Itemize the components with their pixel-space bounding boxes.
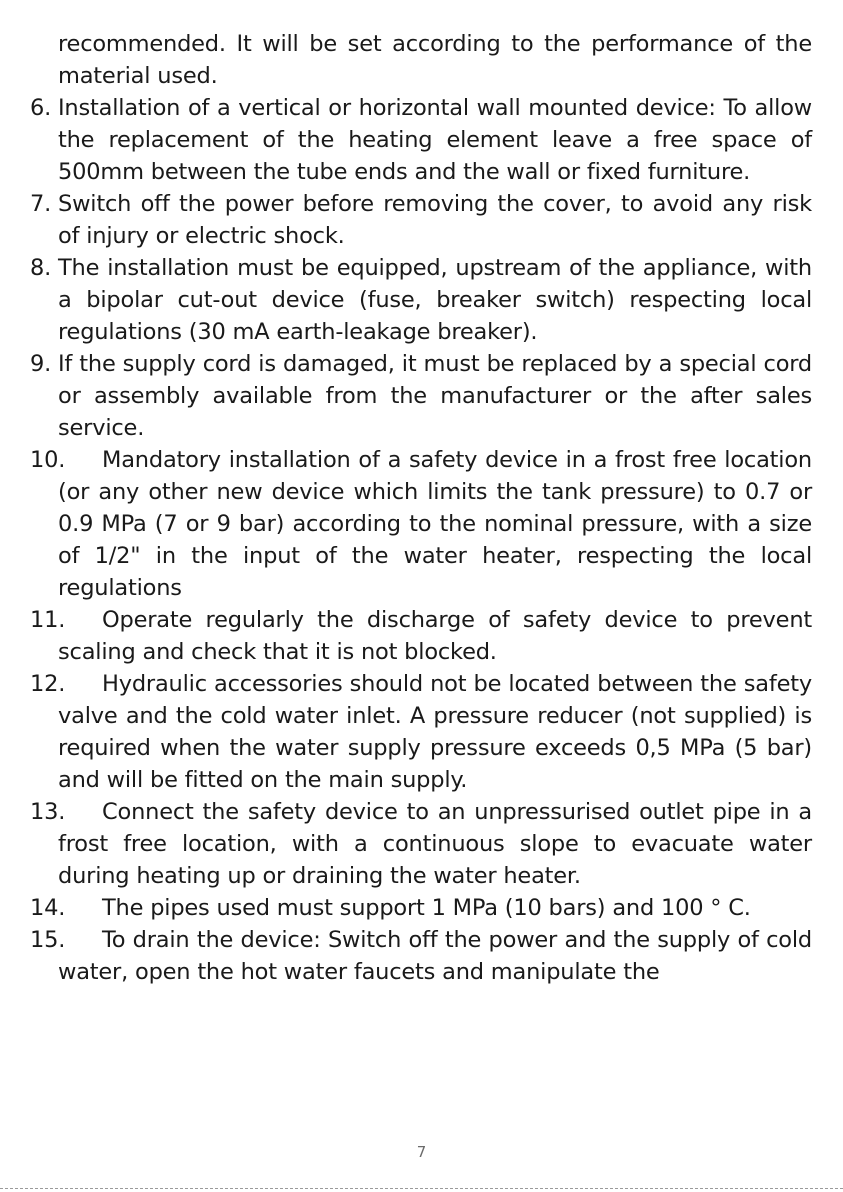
item-text: The pipes used must support 1 MPa (10 bars) and 100 ° C. — [102, 895, 751, 921]
item-text: To drain the device: Switch off the power and the supply of cold water, open the hot water faucets and manipulate the — [58, 927, 812, 985]
item-text: Installation of a vertical or horizontal wall mounted device: To allow the replacement of the heating element leave a free space of 500mm between the tube ends and the wall or fixed furniture. — [58, 95, 812, 185]
item-text: Connect the safety device to an unpressurised outlet pipe in a frost free location, with a continuous slope to evacuate water during heating up or draining the water heater. — [58, 799, 812, 889]
continuation-text: recommended. It will be set according to the performance of the material used. — [58, 31, 812, 89]
item-number: 12. — [30, 671, 66, 697]
item-number: 14. — [30, 895, 66, 921]
item-number: 10. — [30, 447, 66, 473]
page-number: 7 — [416, 1143, 427, 1161]
item-text: Operate regularly the discharge of safety device to prevent scaling and check that it is not blocked. — [58, 607, 812, 665]
list-item-13 — [30, 796, 812, 892]
list-item-15 — [30, 924, 812, 988]
item-text: Mandatory installation of a safety device in a frost free location (or any other new device which limits the tank pressure) to 0.7 or 0.9 MPa (7 or 9 bar) according to the nominal pressure, with a size of 1/2" in the input of the water heater, respecting the local regulations — [58, 447, 812, 601]
list-item-14 — [30, 892, 812, 924]
list-item-11 — [30, 604, 812, 668]
list-item-9 — [30, 348, 812, 444]
item-number: 6. — [30, 95, 52, 121]
item-number: 15. — [30, 927, 66, 953]
item-text: Hydraulic accessories should not be located between the safety valve and the cold water inlet. A pressure reducer (not supplied) is required when the water supply pressure exceeds 0,5 MPa (5 bar) and will be fitted on the main supply. — [58, 671, 812, 793]
item-number: 9. — [30, 351, 52, 377]
item-text: If the supply cord is damaged, it must be replaced by a special cord or assembly available from the manufacturer or the after sales service. — [58, 351, 812, 441]
list-item-10 — [30, 444, 812, 604]
item-text: The installation must be equipped, upstream of the appliance, with a bipolar cut-out device (fuse, breaker switch) respecting local regulations (30 mA earth-leakage breaker). — [58, 255, 812, 345]
list-item-8 — [30, 252, 812, 348]
list-item-continuation — [30, 28, 812, 92]
instructions-list — [30, 28, 812, 988]
item-text: Switch off the power before removing the cover, to avoid any risk of injury or electric shock. — [58, 191, 812, 249]
list-item-7 — [30, 188, 812, 252]
item-number: 7. — [30, 191, 52, 217]
footer-divider — [0, 1188, 843, 1189]
list-item-12 — [30, 668, 812, 796]
item-number: 13. — [30, 799, 66, 825]
item-number: 8. — [30, 255, 52, 281]
list-item-6 — [30, 92, 812, 188]
item-number: 11. — [30, 607, 66, 633]
